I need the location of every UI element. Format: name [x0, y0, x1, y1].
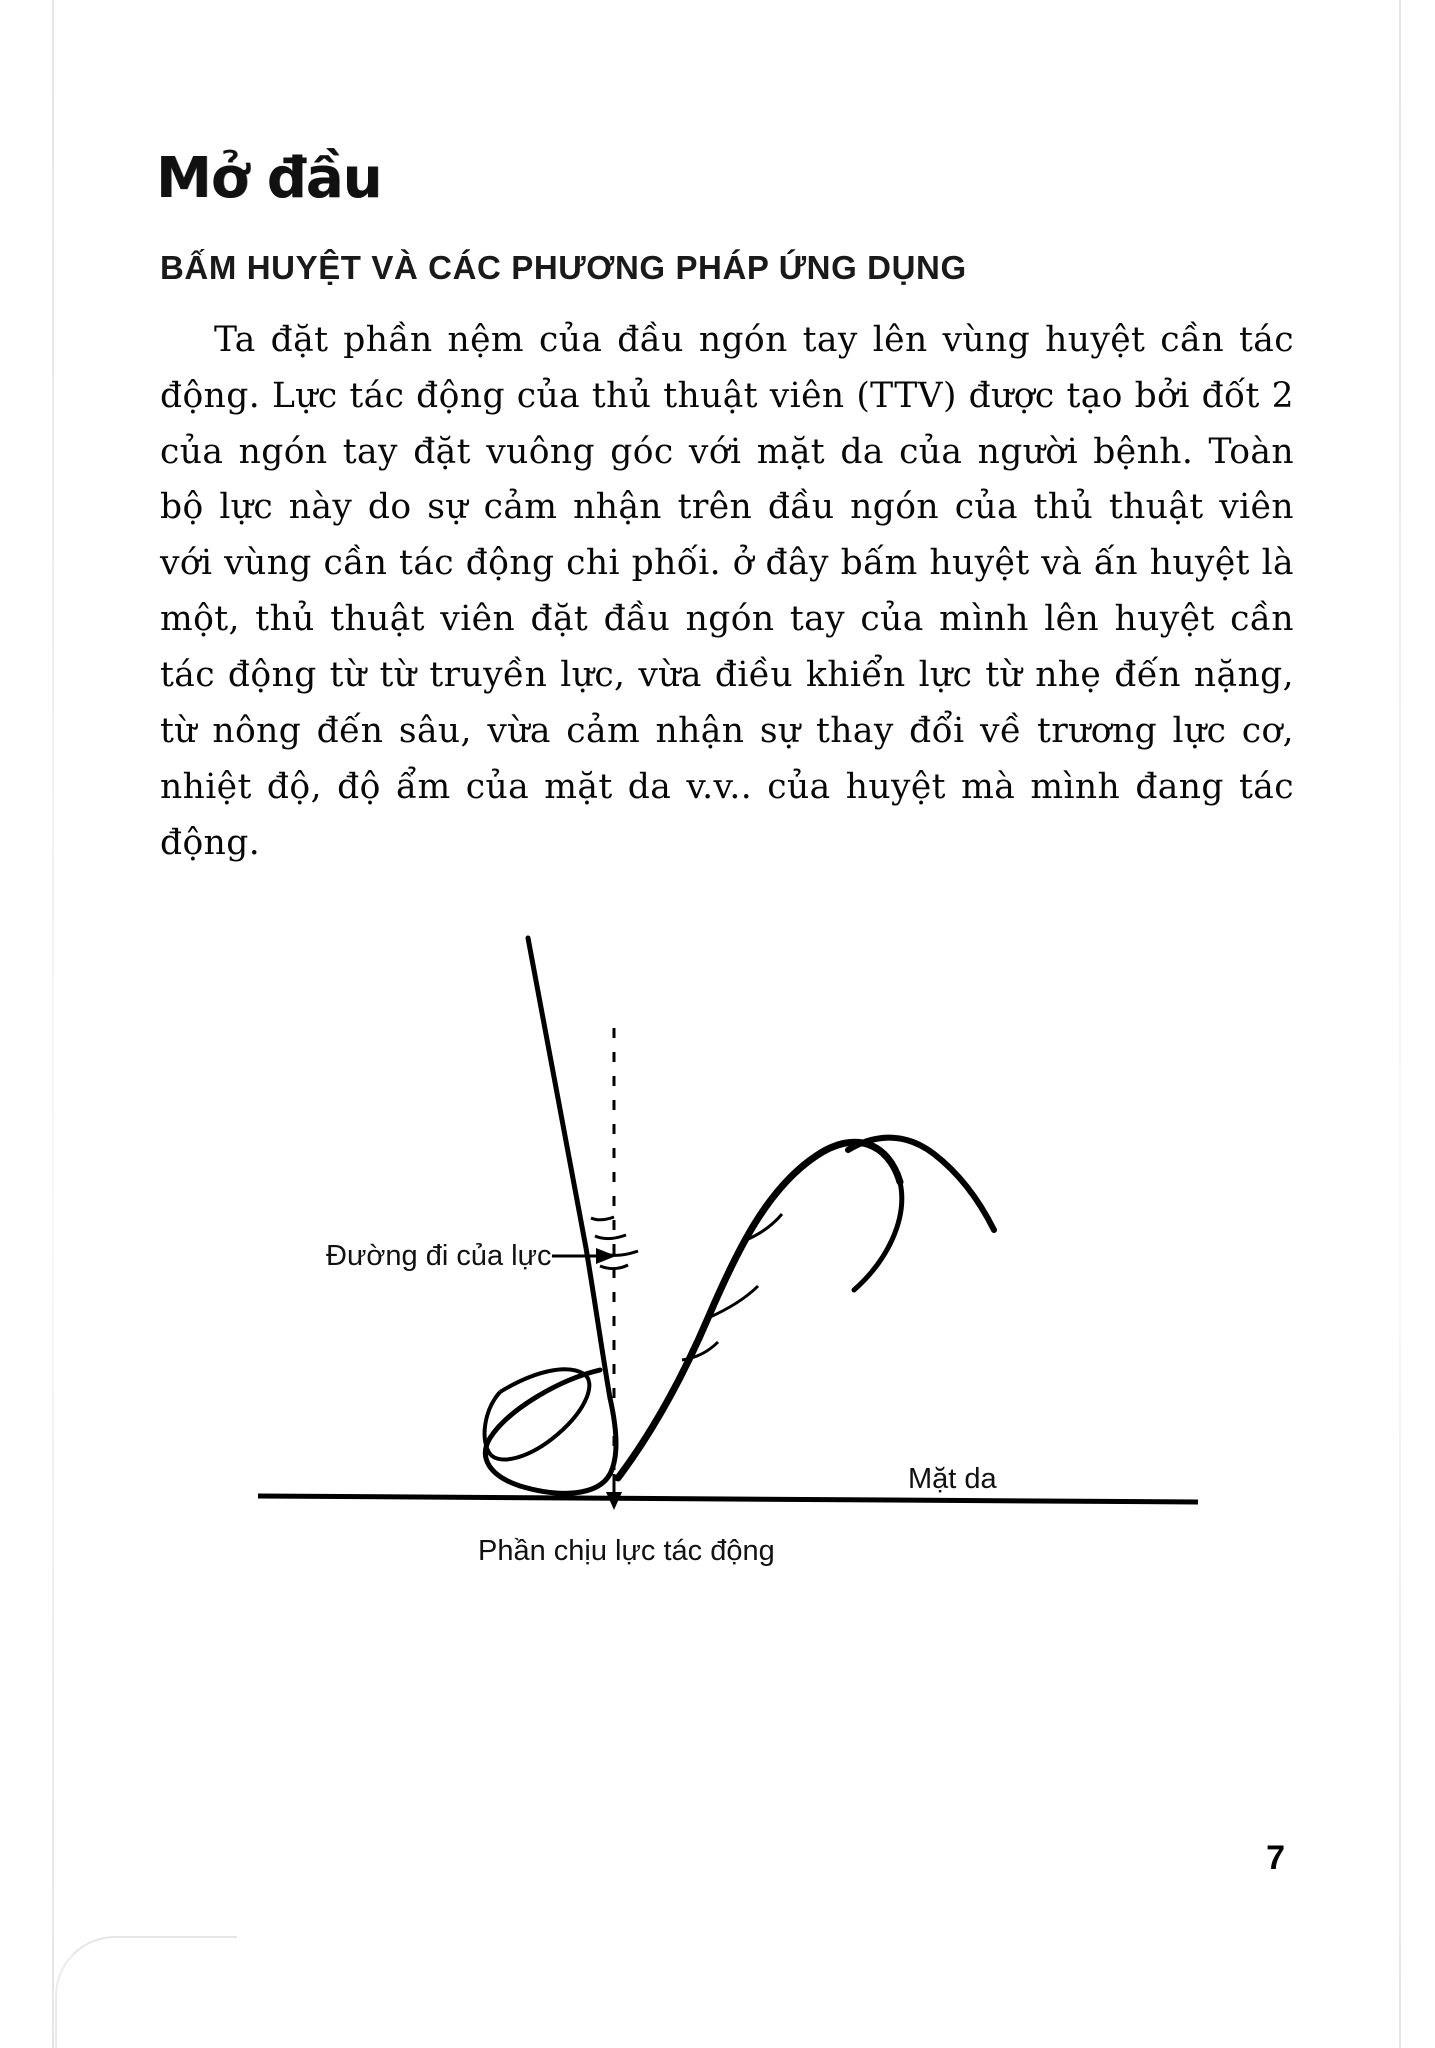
body-paragraph: Ta đặt phần nệm của đầu ngón tay lên vùng huyệt cần tác động. Lực tác động của thủ thuật viên (TTV) được tạo bởi đốt 2 của ngón tay đặt vuông góc với mặt da của người bệnh. Toàn bộ lực này do sự cảm nhận trên đầu ngón của thủ thuật viên với vùng cần tác động chi phối. ở đây bấm huyệt và ấn huyệt là một, thủ thuật viên đặt đầu ngón tay của mình lên huyệt cần tác động từ từ truyền lực, vừa điều khiển lực từ nhẹ đến nặng, từ nông đến sâu, vừa cảm nhận sự thay đổi về trương lực cơ, nhiệt độ, độ ẩm của mặt da v.v.. của huyệt mà mình đang tác động.: [160, 319, 1294, 863]
page-corner-fold: [55, 1936, 237, 2048]
figure-illustration: [148, 918, 1308, 1618]
page-content: [148, 146, 1308, 1618]
chapter-title: Mở đầu: [156, 146, 382, 211]
page-edge-left: [52, 0, 54, 2048]
figure-finger-pressure-diagram: [148, 918, 1308, 1618]
page-edge-right: [1399, 0, 1401, 2048]
page-number: 7: [1266, 1839, 1285, 1877]
figure-label-force-path: Đường đi của lực: [326, 1239, 552, 1272]
figure-label-skin: Mặt da: [908, 1462, 997, 1495]
section-heading: BẤM HUYỆT VÀ CÁC PHƯƠNG PHÁP ỨNG DỤNG: [160, 248, 967, 286]
figure-label-pressure-point: Phần chịu lực tác động: [478, 1534, 775, 1567]
